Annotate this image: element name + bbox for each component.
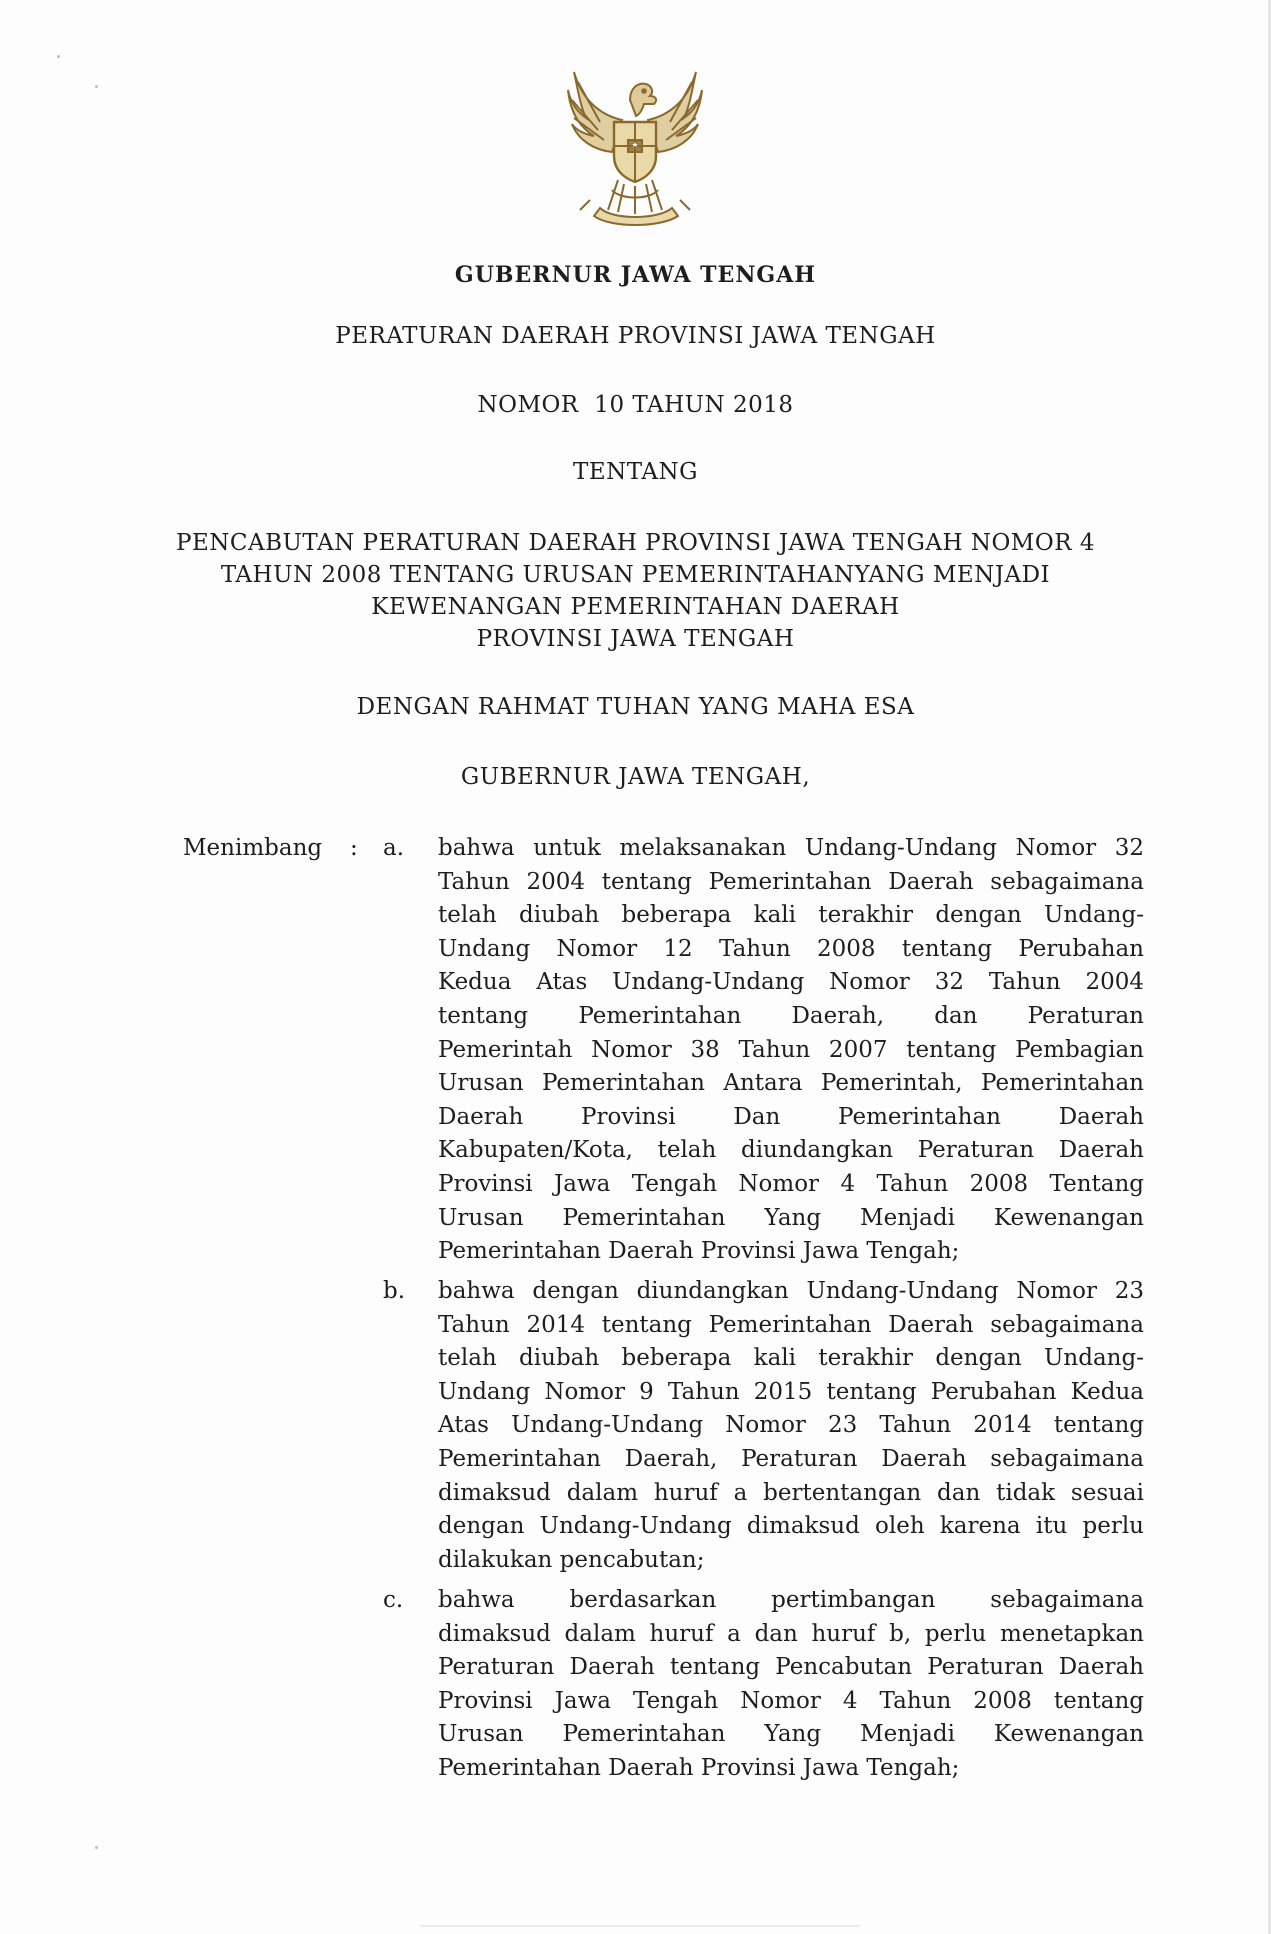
clause-line: Atas Undang-Undang Nomor 23 Tahun 2014 tentang <box>438 1412 1144 1439</box>
clause-line: bahwa berdasarkan pertimbangan sebagaimana <box>438 1587 1144 1613</box>
clause-text-c <box>438 1584 1144 1786</box>
regulation-subject <box>0 527 1271 655</box>
clause-letter-b: b. <box>383 1278 406 1304</box>
regulation-type: PERATURAN DAERAH PROVINSI JAWA TENGAH <box>335 323 936 349</box>
clause-line: Undang Nomor 12 Tahun 2008 tentang Perubahan <box>438 935 1144 962</box>
clause-line: Pemerintahan Daerah Provinsi Jawa Tengah; <box>438 1754 960 1781</box>
clause-line: Kabupaten/Kota, telah diundangkan Peraturan Daerah <box>438 1137 1144 1164</box>
clause-line: dengan Undang-Undang dimaksud oleh karena itu perlu <box>438 1513 1144 1540</box>
clause-line: tentang Pemerintahan Daerah, dan Peraturan <box>438 1002 1144 1029</box>
clause-text-b <box>438 1275 1144 1577</box>
clause-line: Tahun 2014 tentang Pemerintahan Daerah sebagaimana <box>438 1311 1144 1338</box>
scan-speck <box>57 55 60 58</box>
considering-colon: : <box>350 835 358 861</box>
clause-line: telah diubah beberapa kali terakhir dengan Undang- <box>438 902 1144 929</box>
clause-line: Urusan Pemerintahan Antara Pemerintah, Pemerintahan <box>438 1070 1144 1097</box>
subject-line: PROVINSI JAWA TENGAH <box>476 626 795 652</box>
scan-speck <box>95 85 98 88</box>
clause-line: Pemerintahan Daerah Provinsi Jawa Tengah; <box>438 1238 960 1265</box>
clause-line: Provinsi Jawa Tengah Nomor 4 Tahun 2008 tentang <box>438 1687 1144 1714</box>
subject-line: TAHUN 2008 TENTANG URUSAN PEMERINTAHANYANG MENJADI <box>220 562 1051 588</box>
issuer-heading: GUBERNUR JAWA TENGAH <box>454 262 817 288</box>
clause-line: bahwa dengan diundangkan Undang-Undang Nomor 23 <box>438 1278 1144 1304</box>
clause-line: dilakukan pencabutan; <box>438 1546 705 1573</box>
clause-letter-c: c. <box>383 1587 404 1613</box>
clause-line: Urusan Pemerintahan Yang Menjadi Kewenangan <box>438 1204 1144 1231</box>
clause-line: Provinsi Jawa Tengah Nomor 4 Tahun 2008 Tentang <box>438 1170 1144 1197</box>
subject-line: PENCABUTAN PERATURAN DAERAH PROVINSI JAWA TENGAH NOMOR 4 <box>176 530 1095 556</box>
considering-label: Menimbang <box>183 835 323 861</box>
clause-line: Kedua Atas Undang-Undang Nomor 32 Tahun 2004 <box>438 969 1144 996</box>
clause-text-a <box>438 832 1144 1269</box>
subject-line: KEWENANGAN PEMERINTAHAN DAERAH <box>371 594 900 620</box>
clause-line: Pemerintah Nomor 38 Tahun 2007 tentang Pembagian <box>438 1036 1144 1063</box>
governor-line: GUBERNUR JAWA TENGAH, <box>460 764 811 790</box>
garuda-emblem-icon <box>560 60 710 230</box>
regulation-number: NOMOR 10 TAHUN 2018 <box>477 392 794 418</box>
clause-line: telah diubah beberapa kali terakhir dengan Undang- <box>438 1345 1144 1372</box>
clause-line: Peraturan Daerah tentang Pencabutan Peraturan Daerah <box>438 1654 1144 1681</box>
clause-line: dimaksud dalam huruf a dan huruf b, perlu menetapkan <box>438 1620 1144 1647</box>
blessing-line: DENGAN RAHMAT TUHAN YANG MAHA ESA <box>356 694 915 720</box>
scan-bottom-edge <box>420 1925 860 1927</box>
clause-line: Tahun 2004 tentang Pemerintahan Daerah sebagaimana <box>438 868 1144 895</box>
scan-speck <box>95 1846 98 1849</box>
clause-line: dimaksud dalam huruf a bertentangan dan tidak sesuai <box>438 1479 1144 1506</box>
regulation-about: TENTANG <box>573 459 698 485</box>
clause-line: Daerah Provinsi Dan Pemerintahan Daerah <box>438 1103 1144 1130</box>
clause-letter-a: a. <box>383 835 405 861</box>
clause-line: Pemerintahan Daerah, Peraturan Daerah sebagaimana <box>438 1445 1144 1472</box>
clause-line: Urusan Pemerintahan Yang Menjadi Kewenangan <box>438 1721 1144 1748</box>
clause-line: bahwa untuk melaksanakan Undang-Undang Nomor 32 <box>438 835 1144 861</box>
clause-line: Undang Nomor 9 Tahun 2015 tentang Perubahan Kedua <box>438 1378 1144 1405</box>
